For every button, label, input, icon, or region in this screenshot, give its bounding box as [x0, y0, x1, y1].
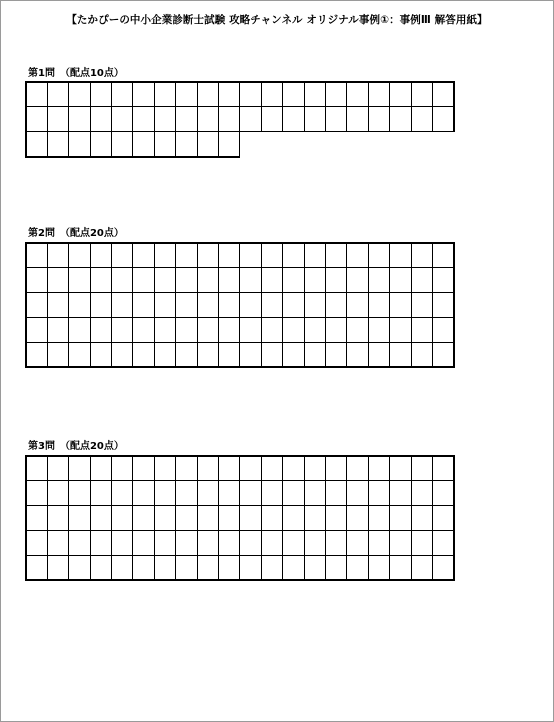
answer-cell[interactable]: [240, 506, 261, 531]
answer-cell[interactable]: [47, 293, 68, 318]
answer-cell[interactable]: [368, 456, 389, 481]
answer-cell[interactable]: [154, 82, 175, 107]
answer-cell[interactable]: [325, 293, 346, 318]
answer-cell[interactable]: [432, 343, 453, 368]
answer-cell[interactable]: [325, 268, 346, 293]
answer-cell[interactable]: [390, 556, 411, 581]
answer-cell[interactable]: [90, 481, 111, 506]
answer-cell[interactable]: [133, 318, 154, 343]
answer-cell[interactable]: [390, 107, 411, 132]
answer-cell[interactable]: [112, 456, 133, 481]
answer-cell[interactable]: [197, 318, 218, 343]
answer-cell[interactable]: [133, 243, 154, 268]
answer-cell[interactable]: [325, 456, 346, 481]
grid-cell-unused: [261, 132, 282, 157]
answer-cell[interactable]: [347, 107, 368, 132]
answer-cell[interactable]: [411, 107, 432, 132]
answer-cell[interactable]: [90, 506, 111, 531]
answer-cell[interactable]: [154, 268, 175, 293]
grid-cell-unused: [368, 132, 389, 157]
answer-cell[interactable]: [390, 268, 411, 293]
answer-cell[interactable]: [283, 506, 304, 531]
answer-cell[interactable]: [325, 506, 346, 531]
answer-cell[interactable]: [197, 293, 218, 318]
answer-cell[interactable]: [26, 318, 47, 343]
answer-cell[interactable]: [219, 268, 240, 293]
answer-cell[interactable]: [347, 481, 368, 506]
answer-cell[interactable]: [90, 556, 111, 581]
answer-cell[interactable]: [176, 243, 197, 268]
answer-cell[interactable]: [261, 556, 282, 581]
answer-cell[interactable]: [47, 531, 68, 556]
answer-cell[interactable]: [47, 506, 68, 531]
answer-cell[interactable]: [432, 293, 453, 318]
answer-cell[interactable]: [176, 107, 197, 132]
answer-cell[interactable]: [26, 107, 47, 132]
answer-cell[interactable]: [283, 82, 304, 107]
answer-cell[interactable]: [69, 293, 90, 318]
answer-cell[interactable]: [283, 481, 304, 506]
grid-cell-unused: [325, 132, 346, 157]
answer-cell[interactable]: [304, 268, 325, 293]
answer-cell[interactable]: [390, 243, 411, 268]
answer-cell[interactable]: [240, 456, 261, 481]
answer-cell[interactable]: [411, 318, 432, 343]
answer-cell[interactable]: [26, 556, 47, 581]
answer-cell[interactable]: [26, 481, 47, 506]
answer-cell[interactable]: [112, 506, 133, 531]
question-3-answer-grid[interactable]: [25, 455, 455, 581]
answer-cell[interactable]: [325, 556, 346, 581]
answer-cell[interactable]: [176, 481, 197, 506]
answer-cell[interactable]: [154, 481, 175, 506]
answer-cell[interactable]: [154, 243, 175, 268]
document-title: 【たかぴーの中小企業診断士試験 攻略チャンネル オリジナル事例①：事例Ⅲ 解答用紙】: [66, 14, 488, 26]
answer-cell[interactable]: [197, 82, 218, 107]
answer-cell[interactable]: [219, 243, 240, 268]
answer-cell[interactable]: [261, 107, 282, 132]
answer-cell[interactable]: [133, 268, 154, 293]
answer-cell[interactable]: [304, 318, 325, 343]
answer-cell[interactable]: [197, 107, 218, 132]
answer-cell[interactable]: [69, 456, 90, 481]
answer-cell[interactable]: [261, 456, 282, 481]
answer-cell[interactable]: [390, 343, 411, 368]
answer-cell[interactable]: [26, 531, 47, 556]
answer-cell[interactable]: [26, 456, 47, 481]
answer-cell[interactable]: [304, 506, 325, 531]
answer-cell[interactable]: [154, 293, 175, 318]
answer-cell[interactable]: [90, 456, 111, 481]
answer-cell[interactable]: [347, 456, 368, 481]
answer-cell[interactable]: [368, 293, 389, 318]
answer-cell[interactable]: [261, 481, 282, 506]
answer-cell[interactable]: [197, 506, 218, 531]
grid-cell-unused: [283, 132, 304, 157]
answer-cell[interactable]: [283, 456, 304, 481]
answer-cell[interactable]: [347, 531, 368, 556]
answer-cell[interactable]: [154, 456, 175, 481]
answer-cell[interactable]: [47, 456, 68, 481]
answer-cell[interactable]: [219, 107, 240, 132]
answer-cell[interactable]: [197, 456, 218, 481]
answer-cell[interactable]: [368, 107, 389, 132]
answer-cell[interactable]: [283, 556, 304, 581]
answer-cell[interactable]: [112, 293, 133, 318]
answer-cell[interactable]: [176, 456, 197, 481]
answer-cell[interactable]: [219, 481, 240, 506]
answer-cell[interactable]: [261, 268, 282, 293]
answer-cell[interactable]: [283, 107, 304, 132]
grid-cell-unused: [240, 132, 261, 157]
answer-cell[interactable]: [390, 318, 411, 343]
answer-cell[interactable]: [240, 556, 261, 581]
answer-cell[interactable]: [304, 531, 325, 556]
answer-cell[interactable]: [325, 481, 346, 506]
answer-cell[interactable]: [112, 268, 133, 293]
answer-cell[interactable]: [90, 531, 111, 556]
answer-cell[interactable]: [47, 343, 68, 368]
grid-cell-unused: [432, 132, 453, 157]
answer-cell[interactable]: [112, 82, 133, 107]
answer-cell[interactable]: [240, 82, 261, 107]
answer-cell[interactable]: [283, 343, 304, 368]
answer-cell[interactable]: [368, 243, 389, 268]
answer-cell[interactable]: [325, 82, 346, 107]
answer-cell[interactable]: [432, 107, 453, 132]
answer-cell[interactable]: [347, 556, 368, 581]
answer-cell[interactable]: [197, 481, 218, 506]
answer-cell[interactable]: [240, 318, 261, 343]
answer-cell[interactable]: [197, 132, 218, 157]
answer-cell[interactable]: [261, 318, 282, 343]
answer-cell[interactable]: [197, 556, 218, 581]
answer-cell[interactable]: [304, 343, 325, 368]
answer-cell[interactable]: [176, 82, 197, 107]
answer-cell[interactable]: [47, 268, 68, 293]
answer-cell[interactable]: [240, 481, 261, 506]
grid-cell-unused: [304, 132, 325, 157]
answer-cell[interactable]: [411, 243, 432, 268]
answer-cell[interactable]: [176, 343, 197, 368]
answer-cell[interactable]: [133, 506, 154, 531]
answer-cell[interactable]: [283, 318, 304, 343]
answer-cell[interactable]: [411, 456, 432, 481]
answer-cell[interactable]: [411, 343, 432, 368]
answer-cell[interactable]: [47, 132, 68, 157]
answer-cell[interactable]: [390, 293, 411, 318]
answer-cell[interactable]: [47, 481, 68, 506]
answer-cell[interactable]: [90, 82, 111, 107]
answer-cell[interactable]: [47, 82, 68, 107]
answer-cell[interactable]: [47, 318, 68, 343]
answer-cell[interactable]: [176, 318, 197, 343]
answer-cell[interactable]: [133, 82, 154, 107]
answer-cell[interactable]: [69, 107, 90, 132]
answer-cell[interactable]: [26, 506, 47, 531]
answer-cell[interactable]: [176, 132, 197, 157]
answer-cell[interactable]: [90, 132, 111, 157]
answer-cell[interactable]: [176, 506, 197, 531]
answer-cell[interactable]: [47, 556, 68, 581]
answer-cell[interactable]: [283, 268, 304, 293]
answer-cell[interactable]: [133, 556, 154, 581]
answer-cell[interactable]: [69, 556, 90, 581]
answer-cell[interactable]: [219, 531, 240, 556]
answer-cell[interactable]: [133, 531, 154, 556]
answer-cell[interactable]: [112, 243, 133, 268]
answer-cell[interactable]: [304, 243, 325, 268]
answer-cell[interactable]: [26, 82, 47, 107]
answer-cell[interactable]: [368, 318, 389, 343]
answer-cell[interactable]: [219, 456, 240, 481]
answer-cell[interactable]: [219, 318, 240, 343]
answer-cell[interactable]: [304, 556, 325, 581]
answer-cell[interactable]: [219, 293, 240, 318]
answer-cell[interactable]: [112, 556, 133, 581]
answer-cell[interactable]: [240, 531, 261, 556]
answer-cell[interactable]: [432, 556, 453, 581]
answer-cell[interactable]: [283, 243, 304, 268]
answer-cell[interactable]: [26, 243, 47, 268]
answer-cell[interactable]: [176, 268, 197, 293]
answer-cell[interactable]: [176, 556, 197, 581]
answer-cell[interactable]: [411, 556, 432, 581]
grid-cell-unused: [390, 132, 411, 157]
answer-cell[interactable]: [26, 343, 47, 368]
answer-cell[interactable]: [90, 318, 111, 343]
answer-cell[interactable]: [69, 343, 90, 368]
answer-cell[interactable]: [112, 318, 133, 343]
answer-cell[interactable]: [219, 506, 240, 531]
answer-cell[interactable]: [325, 243, 346, 268]
answer-cell[interactable]: [112, 107, 133, 132]
answer-cell[interactable]: [325, 531, 346, 556]
answer-cell[interactable]: [219, 343, 240, 368]
answer-cell[interactable]: [261, 293, 282, 318]
answer-cell[interactable]: [133, 107, 154, 132]
answer-cell[interactable]: [304, 82, 325, 107]
answer-cell[interactable]: [432, 82, 453, 107]
answer-cell[interactable]: [432, 456, 453, 481]
answer-cell[interactable]: [304, 481, 325, 506]
answer-cell[interactable]: [90, 243, 111, 268]
answer-cell[interactable]: [390, 506, 411, 531]
answer-cell[interactable]: [69, 531, 90, 556]
answer-cell[interactable]: [154, 506, 175, 531]
answer-cell[interactable]: [347, 293, 368, 318]
answer-cell[interactable]: [432, 318, 453, 343]
answer-cell[interactable]: [133, 343, 154, 368]
answer-cell[interactable]: [69, 82, 90, 107]
answer-cell[interactable]: [133, 132, 154, 157]
answer-cell[interactable]: [368, 506, 389, 531]
answer-cell[interactable]: [133, 456, 154, 481]
answer-cell[interactable]: [390, 481, 411, 506]
answer-cell[interactable]: [432, 268, 453, 293]
answer-cell[interactable]: [26, 132, 47, 157]
answer-cell[interactable]: [240, 107, 261, 132]
answer-cell[interactable]: [197, 243, 218, 268]
answer-cell[interactable]: [176, 293, 197, 318]
answer-cell[interactable]: [197, 268, 218, 293]
question-2-answer-grid[interactable]: [25, 242, 455, 368]
answer-cell[interactable]: [69, 318, 90, 343]
answer-cell[interactable]: [261, 531, 282, 556]
answer-cell[interactable]: [154, 343, 175, 368]
answer-cell[interactable]: [325, 107, 346, 132]
answer-cell[interactable]: [26, 268, 47, 293]
answer-cell[interactable]: [69, 268, 90, 293]
answer-cell[interactable]: [283, 293, 304, 318]
answer-cell[interactable]: [154, 531, 175, 556]
answer-cell[interactable]: [411, 531, 432, 556]
answer-cell[interactable]: [304, 456, 325, 481]
answer-cell[interactable]: [411, 268, 432, 293]
answer-cell[interactable]: [240, 293, 261, 318]
answer-cell[interactable]: [368, 343, 389, 368]
answer-cell[interactable]: [347, 343, 368, 368]
answer-cell[interactable]: [347, 318, 368, 343]
question-1-answer-grid[interactable]: [25, 81, 455, 158]
answer-cell[interactable]: [432, 531, 453, 556]
answer-cell[interactable]: [154, 556, 175, 581]
answer-cell[interactable]: [411, 506, 432, 531]
answer-cell[interactable]: [69, 132, 90, 157]
answer-cell[interactable]: [219, 82, 240, 107]
answer-cell[interactable]: [347, 82, 368, 107]
answer-cell[interactable]: [90, 268, 111, 293]
answer-cell[interactable]: [69, 506, 90, 531]
answer-cell[interactable]: [240, 343, 261, 368]
grid-cell-unused: [411, 132, 432, 157]
answer-cell[interactable]: [112, 481, 133, 506]
answer-cell[interactable]: [283, 531, 304, 556]
answer-cell[interactable]: [219, 556, 240, 581]
answer-cell[interactable]: [90, 293, 111, 318]
question-3-label: 第3問 （配点20点）: [28, 441, 124, 452]
answer-cell[interactable]: [390, 82, 411, 107]
answer-cell[interactable]: [432, 243, 453, 268]
answer-cell[interactable]: [240, 268, 261, 293]
answer-cell[interactable]: [112, 531, 133, 556]
answer-cell[interactable]: [47, 243, 68, 268]
answer-cell[interactable]: [368, 481, 389, 506]
answer-cell[interactable]: [325, 318, 346, 343]
answer-cell[interactable]: [347, 243, 368, 268]
answer-cell[interactable]: [69, 481, 90, 506]
answer-cell[interactable]: [176, 531, 197, 556]
answer-cell[interactable]: [347, 268, 368, 293]
answer-cell[interactable]: [26, 293, 47, 318]
answer-cell[interactable]: [390, 456, 411, 481]
answer-cell[interactable]: [325, 343, 346, 368]
answer-cell[interactable]: [69, 243, 90, 268]
answer-cell[interactable]: [261, 343, 282, 368]
answer-cell[interactable]: [411, 481, 432, 506]
answer-cell[interactable]: [261, 82, 282, 107]
answer-cell[interactable]: [261, 506, 282, 531]
answer-cell[interactable]: [368, 268, 389, 293]
answer-cell[interactable]: [154, 107, 175, 132]
answer-cell[interactable]: [154, 318, 175, 343]
answer-cell[interactable]: [368, 82, 389, 107]
answer-cell[interactable]: [390, 531, 411, 556]
grid-cell-unused: [347, 132, 368, 157]
answer-cell[interactable]: [368, 556, 389, 581]
question-1-label: 第1問 （配点10点）: [28, 68, 124, 79]
answer-cell[interactable]: [112, 343, 133, 368]
answer-cell[interactable]: [90, 107, 111, 132]
answer-cell[interactable]: [133, 481, 154, 506]
answer-cell[interactable]: [197, 531, 218, 556]
question-2-label: 第2問 （配点20点）: [28, 228, 124, 239]
answer-cell[interactable]: [219, 132, 240, 157]
answer-cell[interactable]: [411, 82, 432, 107]
answer-cell[interactable]: [304, 107, 325, 132]
answer-cell[interactable]: [432, 506, 453, 531]
answer-cell[interactable]: [368, 531, 389, 556]
answer-cell[interactable]: [261, 243, 282, 268]
answer-cell[interactable]: [304, 293, 325, 318]
answer-cell[interactable]: [411, 293, 432, 318]
answer-cell[interactable]: [133, 293, 154, 318]
answer-cell[interactable]: [240, 243, 261, 268]
answer-cell[interactable]: [47, 107, 68, 132]
answer-cell[interactable]: [90, 343, 111, 368]
answer-cell[interactable]: [347, 506, 368, 531]
answer-cell[interactable]: [154, 132, 175, 157]
answer-cell[interactable]: [112, 132, 133, 157]
answer-cell[interactable]: [432, 481, 453, 506]
answer-cell[interactable]: [197, 343, 218, 368]
